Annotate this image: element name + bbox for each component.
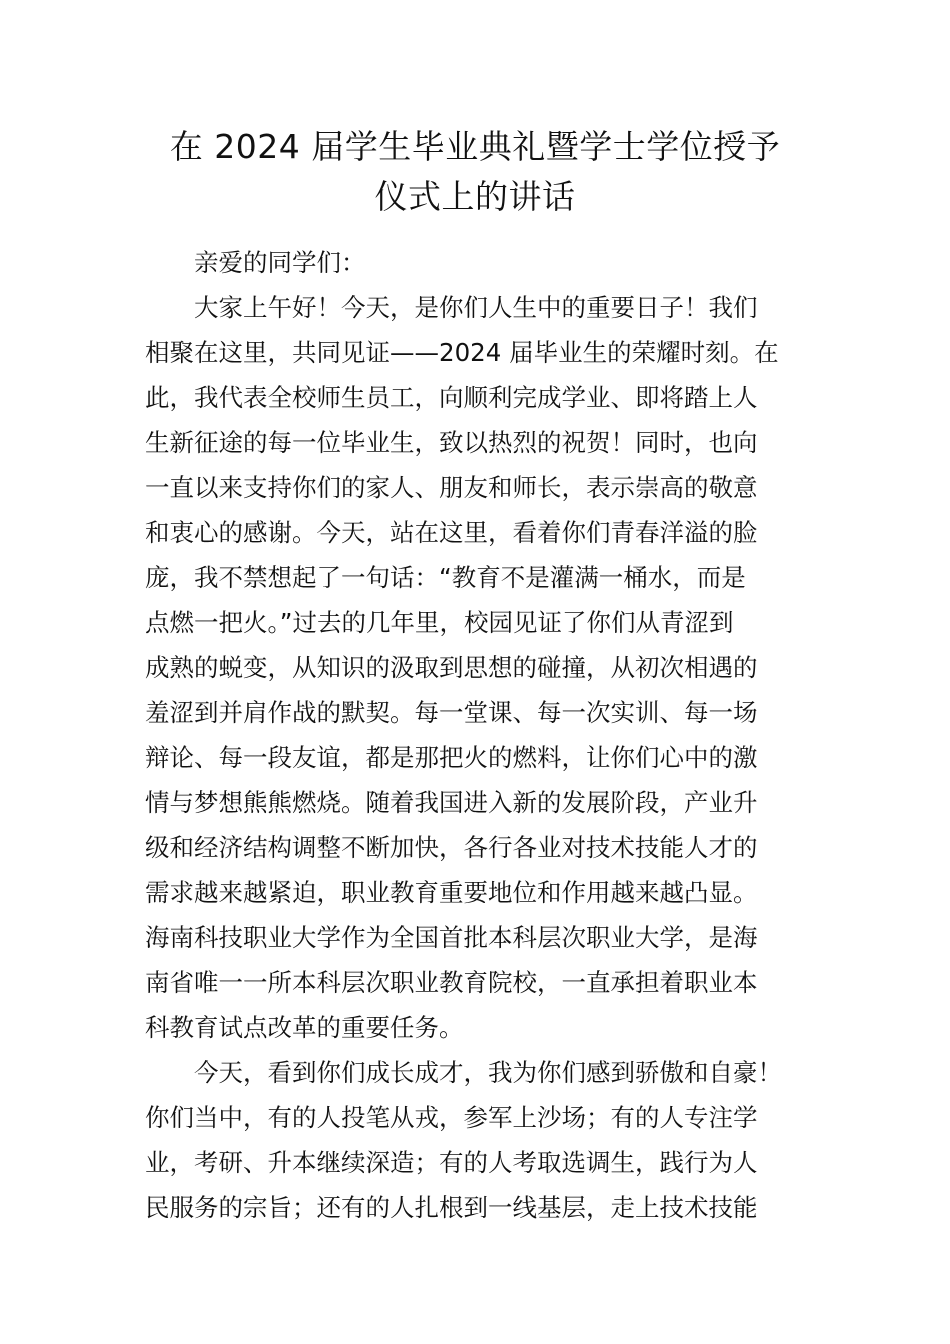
paragraph-2 <box>145 1050 809 1230</box>
document-title <box>100 122 850 222</box>
paragraph-line: 生新征途的每一位毕业生，致以热烈的祝贺！同时，也向 <box>145 428 758 457</box>
paragraph-line: 科教育试点改革的重要任务。 <box>145 1013 464 1042</box>
paragraph-line: 大家上午好！今天，是你们人生中的重要日子！我们 <box>194 293 758 322</box>
paragraph-line: 情与梦想熊熊燃烧。随着我国进入新的发展阶段，产业升 <box>145 788 758 817</box>
title-line: 在 2024 届学生毕业典礼暨学士学位授予 <box>169 127 781 166</box>
paragraph-line: 此，我代表全校师生员工，向顺利完成学业、即将踏上人 <box>145 383 758 412</box>
paragraph-line: 一直以来支持你们的家人、朋友和师长，表示崇高的敬意 <box>145 473 758 502</box>
salutation <box>145 240 809 285</box>
paragraph-line: 业，考研、升本继续深造；有的人考取选调生，践行为人 <box>145 1148 758 1177</box>
paragraph-line: 庞，我不禁想起了一句话：“教育不是灌满一桶水，而是 <box>145 563 746 592</box>
paragraph-line: 级和经济结构调整不断加快，各行各业对技术技能人才的 <box>145 833 758 862</box>
paragraph-line: 和衷心的感谢。今天，站在这里，看着你们青春洋溢的脸 <box>145 518 758 547</box>
title-line: 仪式上的讲话 <box>374 177 576 216</box>
paragraph-line: 需求越来越紧迫，职业教育重要地位和作用越来越凸显。 <box>145 878 758 907</box>
paragraph-line: 成熟的蜕变，从知识的汲取到思想的碰撞，从初次相遇的 <box>145 653 758 682</box>
paragraph-line: 辩论、每一段友谊，都是那把火的燃料，让你们心中的激 <box>145 743 758 772</box>
salutation-text: 亲爱的同学们： <box>194 248 366 277</box>
paragraph-line: 羞涩到并肩作战的默契。每一堂课、每一次实训、每一场 <box>145 698 758 727</box>
paragraph-line: 民服务的宗旨；还有的人扎根到一线基层，走上技术技能 <box>145 1193 758 1222</box>
paragraph-line: 点燃一把火。”过去的几年里，校园见证了你们从青涩到 <box>145 608 734 637</box>
paragraph-line: 今天，看到你们成长成才，我为你们感到骄傲和自豪！ <box>194 1058 782 1087</box>
paragraph-line: 海南科技职业大学作为全国首批本科层次职业大学，是海 <box>145 923 758 952</box>
paragraph-line: 相聚在这里，共同见证——2024 届毕业生的荣耀时刻。在 <box>145 338 779 367</box>
paragraph-line: 你们当中，有的人投笔从戎，参军上沙场；有的人专注学 <box>145 1103 758 1132</box>
paragraph-line: 南省唯一一所本科层次职业教育院校，一直承担着职业本 <box>145 968 758 997</box>
paragraph-1 <box>145 285 809 1050</box>
